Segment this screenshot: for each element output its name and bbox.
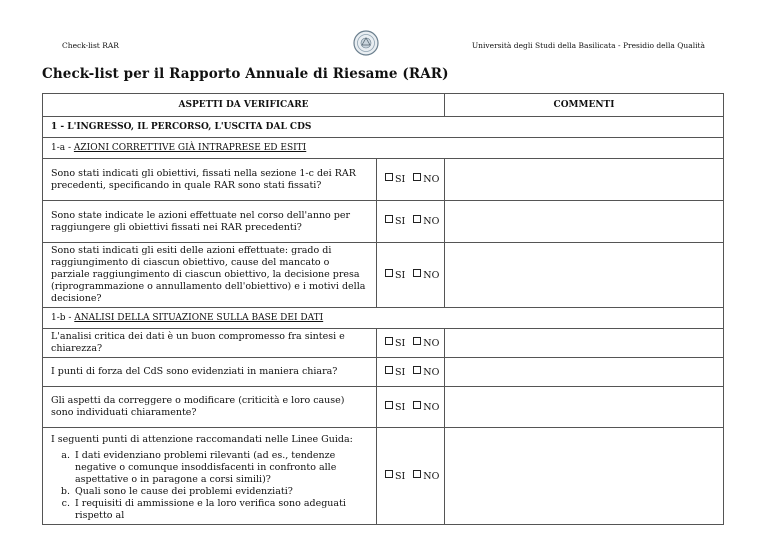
section-title: 1 - L'INGRESSO, IL PERCORSO, L'USCITA DAL CDS (43, 117, 724, 138)
list-item: a. I dati evidenziano problemi rilevanti (ad es., tendenze negative o comunque insoddisfacenti in confronto alle aspettative o in paragone a corsi simili)? (73, 450, 368, 486)
table-row (43, 329, 724, 358)
checkbox-no[interactable] (413, 269, 421, 277)
checklist-table (42, 93, 724, 525)
comment-cell[interactable] (445, 428, 724, 525)
yes-no-choice[interactable]: SI NO (377, 387, 445, 428)
yes-no-choice[interactable]: SI NO (377, 201, 445, 243)
column-header-aspects: ASPETTI DA VERIFICARE (43, 94, 445, 117)
comment-cell[interactable] (445, 201, 724, 243)
list-item: b. Quali sono le cause dei problemi evidenziati? (73, 486, 368, 498)
subsection-row (43, 138, 724, 159)
yes-no-choice[interactable]: SI NO (377, 159, 445, 201)
header-left-text: Check-list RAR (62, 41, 119, 50)
checkbox-no[interactable] (413, 401, 421, 409)
comment-cell[interactable] (445, 387, 724, 428)
checkbox-yes[interactable] (385, 470, 393, 478)
guideline-list (51, 450, 368, 522)
question-text: Sono stati indicati gli obiettivi, fissati nella sezione 1-c dei RAR precedenti, specificando in quale RAR sono stati fissati? (43, 159, 377, 201)
yes-no-choice[interactable]: SI NO (377, 329, 445, 358)
checkbox-yes[interactable] (385, 269, 393, 277)
table-row (43, 159, 724, 201)
checkbox-no[interactable] (413, 470, 421, 478)
checkbox-yes[interactable] (385, 215, 393, 223)
question-text (43, 428, 377, 525)
table-row (43, 201, 724, 243)
comment-cell[interactable] (445, 243, 724, 308)
question-text: Gli aspetti da correggere o modificare (criticità e loro cause) sono individuati chiaramente? (43, 387, 377, 428)
checkbox-yes[interactable] (385, 366, 393, 374)
checkbox-no[interactable] (413, 215, 421, 223)
checkbox-yes[interactable] (385, 401, 393, 409)
question-text: L'analisi critica dei dati è un buon compromesso fra sintesi e chiarezza? (43, 329, 377, 358)
yes-no-choice[interactable]: SI NO (377, 358, 445, 387)
yes-no-choice[interactable]: SI NO (377, 428, 445, 525)
yes-no-choice[interactable]: SI NO (377, 243, 445, 308)
table-row (43, 428, 724, 525)
question-text: Sono state indicate le azioni effettuate nel corso dell'anno per raggiungere gli obiettivi fissati nei RAR precedenti? (43, 201, 377, 243)
question-text: I punti di forza del CdS sono evidenziati in maniera chiara? (43, 358, 377, 387)
question-text: Sono stati indicati gli esiti delle azioni effettuate: grado di raggiungimento di ciascun obiettivo, cause del mancato o parziale raggiungimento di ciascun obiettivo, la decisione presa (riprogrammazione o annullamento dell'obiettivo) e i motivi della decisione? (43, 243, 377, 308)
checkbox-no[interactable] (413, 366, 421, 374)
column-header-comments: COMMENTI (445, 94, 724, 117)
checkbox-no[interactable] (413, 173, 421, 181)
subsection-row (43, 308, 724, 329)
university-seal-icon (353, 30, 379, 56)
header-right-text: Università degli Studi della Basilicata - Presidio della Qualità (471, 41, 705, 50)
comment-cell[interactable] (445, 329, 724, 358)
table-header-row (43, 94, 724, 117)
list-item: c. I requisiti di ammissione e la loro verifica sono adeguati rispetto al (73, 498, 368, 522)
table-row (43, 243, 724, 308)
checkbox-no[interactable] (413, 337, 421, 345)
checkbox-yes[interactable] (385, 173, 393, 181)
subsection-title-b: 1-b - ANALISI DELLA SITUAZIONE SULLA BASE DEI DATI (43, 308, 724, 329)
guideline-intro: I seguenti punti di attenzione raccomandati nelle Linee Guida: (51, 434, 353, 445)
checkbox-yes[interactable] (385, 337, 393, 345)
section-row (43, 117, 724, 138)
comment-cell[interactable] (445, 159, 724, 201)
comment-cell[interactable] (445, 358, 724, 387)
subsection-title-a: 1-a - AZIONI CORRETTIVE GIÀ INTRAPRESE ED ESITI (43, 138, 724, 159)
page-title: Check-list per il Rapporto Annuale di Riesame (RAR) (42, 66, 449, 82)
table-row (43, 387, 724, 428)
table-row (43, 358, 724, 387)
